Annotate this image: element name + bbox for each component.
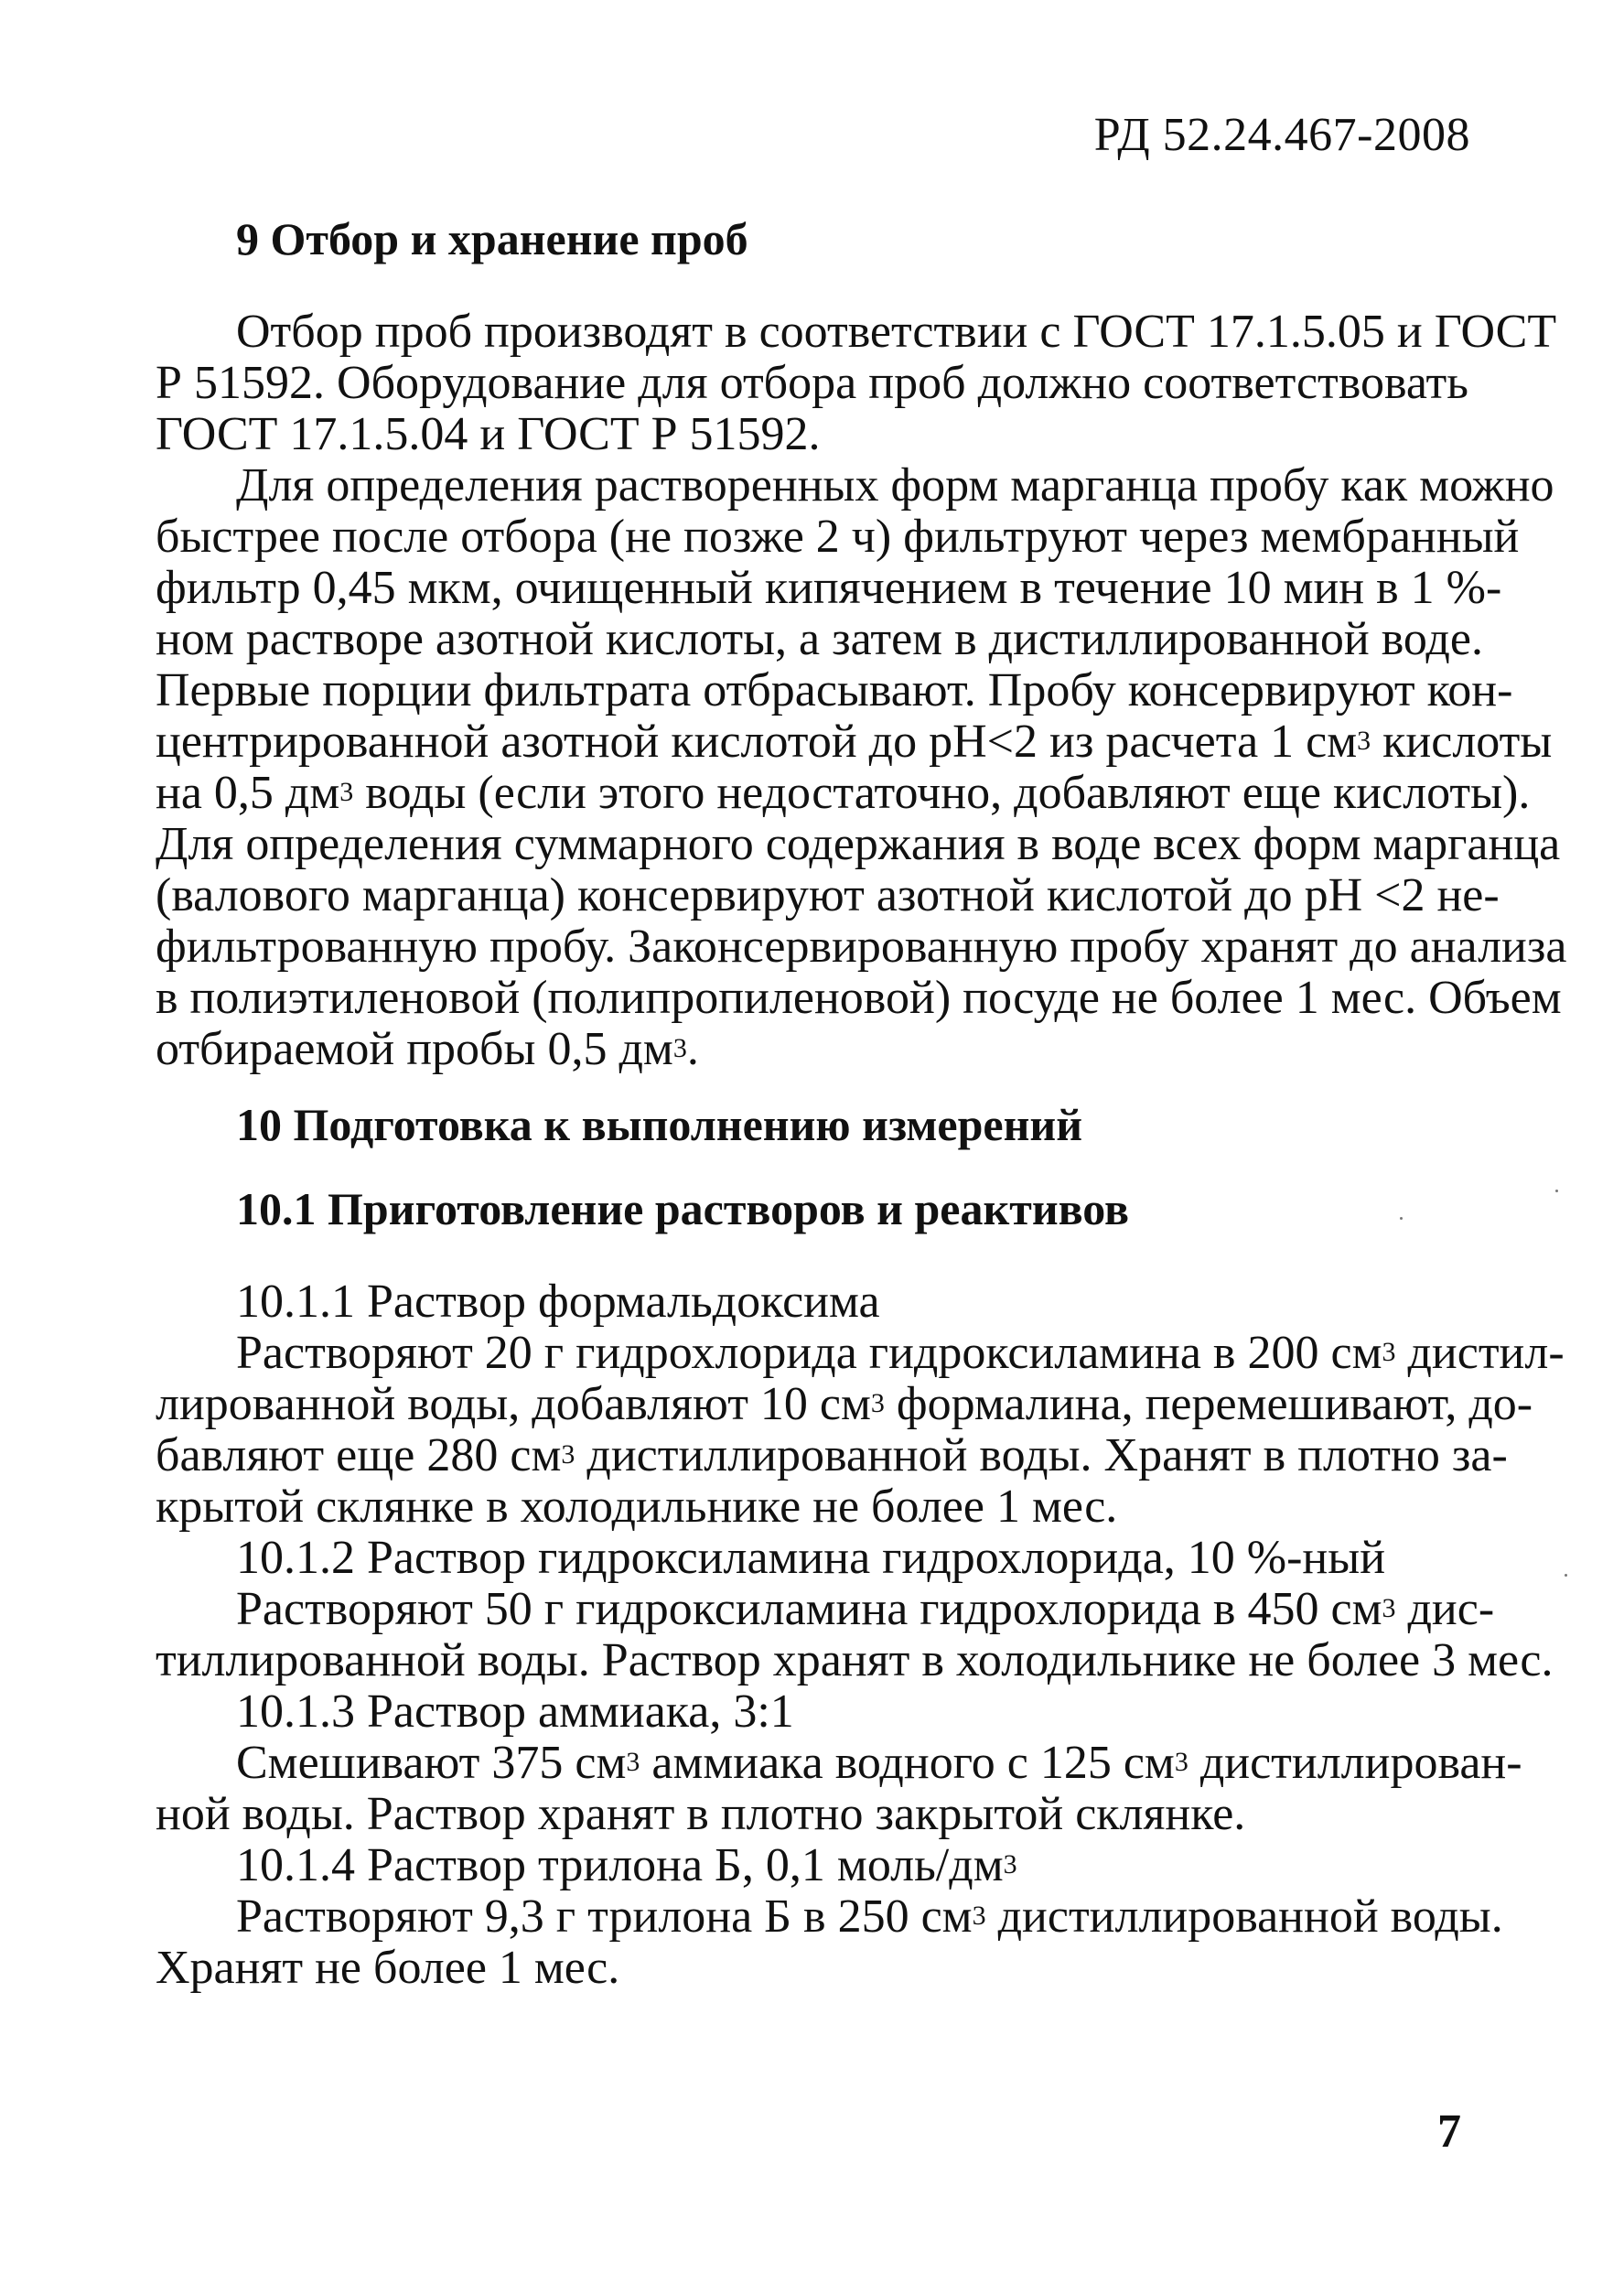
item-title: 10.1.3 Раствор аммиака, 3:1	[236, 1685, 794, 1738]
text-line: Хранят не более 1 мес.	[156, 1942, 620, 1994]
section-9-heading: 9 Отбор и хранение проб	[236, 213, 748, 264]
text-line: в полиэтиленовой (полипропиленовой) посуде не более 1 мес. Объем	[156, 972, 1562, 1024]
text-line: Для определения суммарного содержания в воде всех форм марганца	[156, 818, 1561, 870]
text-line: отбираемой пробы 0,5 $дм^3$.	[156, 1023, 699, 1075]
text-line: бавляют еще 280 $см^3$ дистиллированной воды. Хранят в плотно за-	[156, 1429, 1508, 1481]
text-line: Р 51592. Оборудование для отбора проб должно соответствовать	[156, 357, 1468, 409]
item-title: 10.1.1 Раствор формальдоксима	[236, 1276, 880, 1328]
text-line: Растворяют 20 г гидрохлорида гидроксиламина в 200 $см^3$ дистил-	[236, 1327, 1565, 1379]
superscript: 3	[1382, 1337, 1396, 1367]
text-line: Растворяют 50 г гидроксиламина гидрохлорида в 450 $см^3$ дис-	[236, 1583, 1495, 1635]
text-line: ном растворе азотной кислоты, а затем в дистиллированной воде.	[156, 613, 1483, 665]
text-line: лированной воды, добавляют 10 $см^3$ формалина, перемешивают, до-	[156, 1378, 1533, 1430]
text-line: ГОСТ 17.1.5.04 и ГОСТ Р 51592.	[156, 408, 821, 460]
text-line: Первые порции фильтрата отбрасывают. Пробу консервируют кон-	[156, 664, 1513, 716]
superscript: 3	[339, 777, 354, 807]
text-line: фильтрованную пробу. Законсервированную пробу хранят до анализа	[156, 921, 1567, 973]
section-10-heading: 10 Подготовка к выполнению измерений	[236, 1099, 1082, 1150]
superscript: 3	[561, 1439, 575, 1470]
text-line: фильтр 0,45 мкм, очищенный кипячением в течение 10 мин в 1 %-	[156, 562, 1502, 614]
text-line: (валового марганца) консервируют азотной кислотой до pH <2 не-	[156, 869, 1500, 921]
text-line: Растворяют 9,3 г трилона Б в 250 $см^3$ дистиллированной воды.	[236, 1890, 1503, 1943]
superscript: 3	[1357, 726, 1371, 756]
text-line: тиллированной воды. Раствор хранят в холодильнике не более 3 мес.	[156, 1634, 1554, 1686]
text-line: на 0,5 $дм^3$ воды (если этого недостаточно, добавляют еще кислоты).	[156, 767, 1531, 819]
superscript: 3	[972, 1901, 986, 1931]
superscript: 3	[626, 1747, 640, 1777]
text-line: ной воды. Раствор хранят в плотно закрытой склянке.	[156, 1788, 1246, 1840]
superscript: 3	[672, 1033, 687, 1063]
item-title: 10.1.2 Раствор гидроксиламина гидрохлорида, 10 %-ный	[236, 1532, 1386, 1584]
text-line: Отбор проб производят в соответствии с ГОСТ 17.1.5.05 и ГОСТ	[236, 306, 1557, 358]
superscript: 3	[1003, 1849, 1017, 1879]
scan-speck	[1565, 1574, 1567, 1577]
section-10-body	[156, 1276, 1565, 1994]
text-line: быстрее после отбора (не позже 2 ч) фильтруют через мембранный	[156, 511, 1520, 563]
superscript: 3	[870, 1388, 885, 1418]
scan-speck	[1400, 1217, 1403, 1220]
document-code: РД 52.24.467-2008	[1093, 109, 1470, 161]
section-9-paragraph-1	[156, 306, 1557, 460]
section-9-paragraph-2	[156, 459, 1567, 1075]
superscript: 3	[1382, 1593, 1396, 1623]
text-line: крытой склянке в холодильнике не более 1 мес.	[156, 1481, 1118, 1533]
superscript: 3	[1174, 1747, 1188, 1777]
text-line: центрированной азотной кислотой до pH<2 из расчета 1 $см^3$ кислоты	[156, 716, 1553, 768]
page-number: 7	[1437, 2106, 1461, 2158]
scan-speck	[1555, 1190, 1558, 1192]
subsection-10-1-heading: 10.1 Приготовление растворов и реактивов	[236, 1183, 1130, 1234]
text-line: Смешивают 375 $см^3$ аммиака водного с 125 $см^3$ дистиллирован-	[236, 1737, 1522, 1789]
text-line: Для определения растворенных форм марганца пробу как можно	[236, 459, 1554, 512]
item-title: 10.1.4 Раствор трилона Б, 0,1 моль/$дм^3$	[236, 1839, 1017, 1891]
